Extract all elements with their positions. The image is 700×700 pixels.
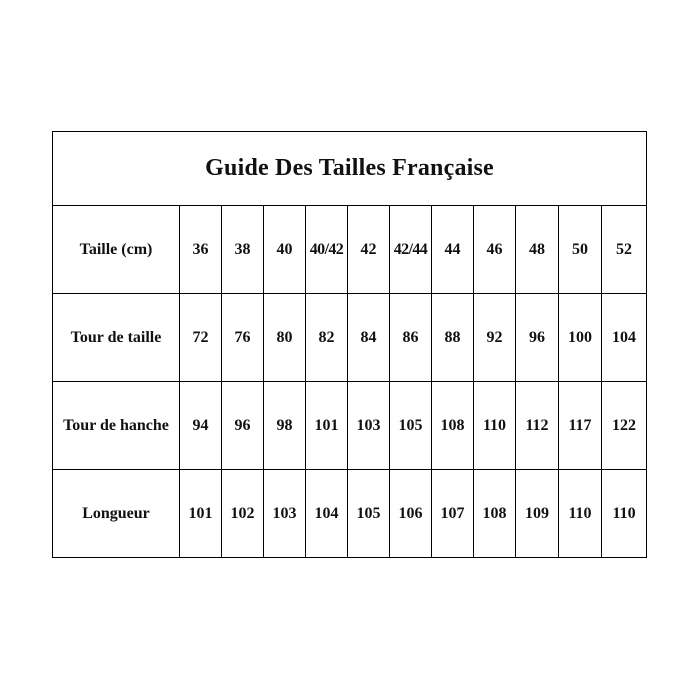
table-cell: 48 <box>516 206 559 294</box>
table-cell: 76 <box>222 294 264 382</box>
table-cell: 96 <box>516 294 559 382</box>
table-cell: 101 <box>306 382 348 470</box>
table-cell: 94 <box>180 382 222 470</box>
row-label-longueur: Longueur <box>53 470 180 558</box>
table-cell: 72 <box>180 294 222 382</box>
row-label-tour-de-hanche: Tour de hanche <box>53 382 180 470</box>
table-title: Guide Des Tailles Française <box>53 132 647 206</box>
table-cell: 100 <box>559 294 602 382</box>
table-row <box>53 206 647 294</box>
table-cell: 40/42 <box>306 206 348 294</box>
table-cell: 106 <box>390 470 432 558</box>
table-cell: 103 <box>348 382 390 470</box>
table-cell: 82 <box>306 294 348 382</box>
title-row <box>53 132 647 206</box>
table-cell: 46 <box>474 206 516 294</box>
table-cell: 117 <box>559 382 602 470</box>
table-cell: 101 <box>180 470 222 558</box>
table-cell: 107 <box>432 470 474 558</box>
table-cell: 38 <box>222 206 264 294</box>
table-cell: 110 <box>559 470 602 558</box>
table-cell: 108 <box>474 470 516 558</box>
table-cell: 50 <box>559 206 602 294</box>
table-cell: 105 <box>348 470 390 558</box>
row-label-taille: Taille (cm) <box>53 206 180 294</box>
table-cell: 104 <box>306 470 348 558</box>
table-cell: 86 <box>390 294 432 382</box>
table-cell: 103 <box>264 470 306 558</box>
row-label-tour-de-taille: Tour de taille <box>53 294 180 382</box>
table-cell: 36 <box>180 206 222 294</box>
table-cell: 105 <box>390 382 432 470</box>
table-cell: 42/44 <box>390 206 432 294</box>
table-cell: 52 <box>602 206 647 294</box>
table-cell: 96 <box>222 382 264 470</box>
table-cell: 98 <box>264 382 306 470</box>
table-cell: 92 <box>474 294 516 382</box>
table-cell: 80 <box>264 294 306 382</box>
table-cell: 104 <box>602 294 647 382</box>
table-cell: 102 <box>222 470 264 558</box>
table-cell: 108 <box>432 382 474 470</box>
table-cell: 122 <box>602 382 647 470</box>
size-guide-table <box>52 131 647 558</box>
table-cell: 40 <box>264 206 306 294</box>
table-cell: 110 <box>602 470 647 558</box>
table-cell: 42 <box>348 206 390 294</box>
table-cell: 44 <box>432 206 474 294</box>
table-cell: 88 <box>432 294 474 382</box>
table-row <box>53 382 647 470</box>
table-row <box>53 470 647 558</box>
table-cell: 109 <box>516 470 559 558</box>
table-cell: 110 <box>474 382 516 470</box>
table-cell: 84 <box>348 294 390 382</box>
table-row <box>53 294 647 382</box>
table-cell: 112 <box>516 382 559 470</box>
